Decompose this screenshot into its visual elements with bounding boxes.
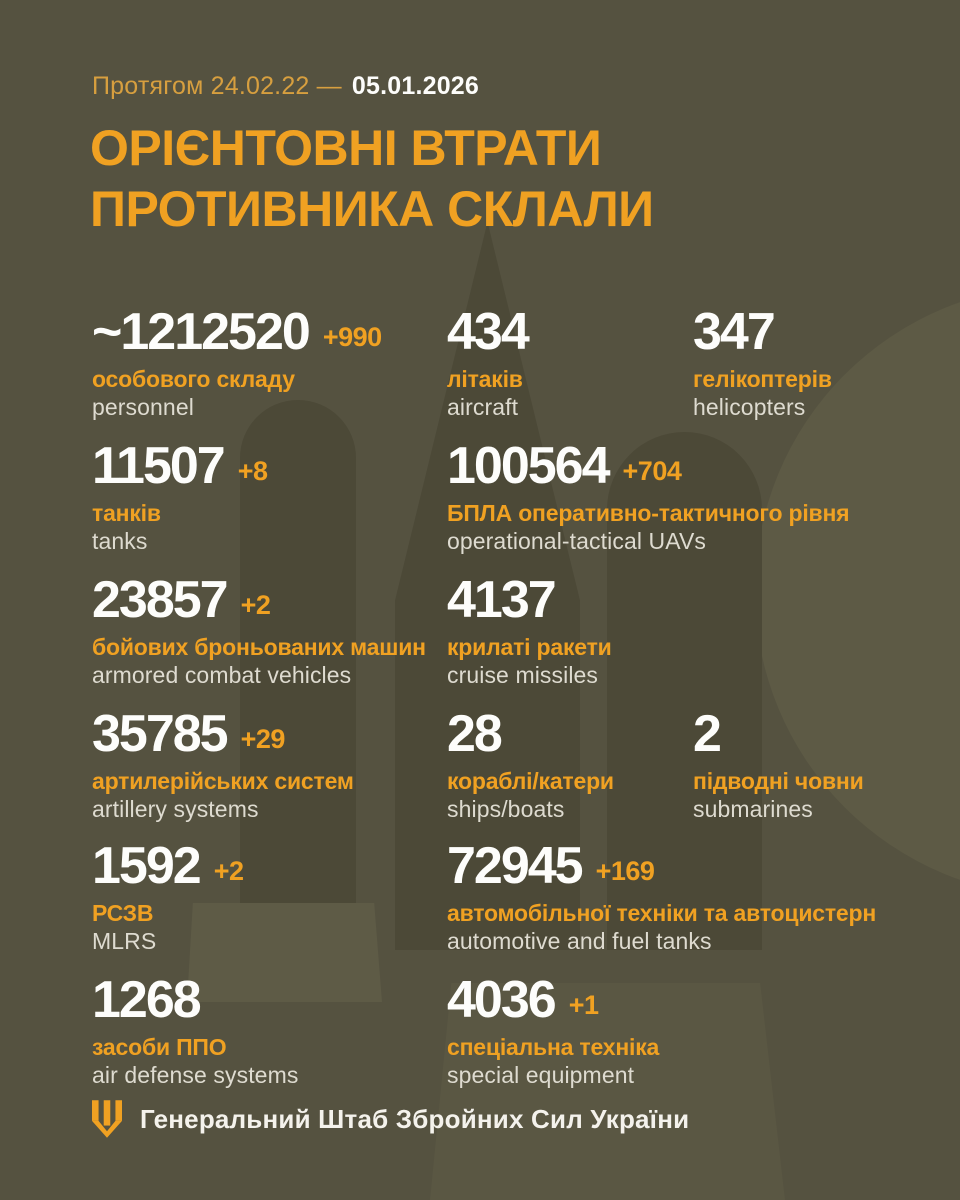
stat-value: 72945: [447, 837, 582, 895]
stat-label-en: aircraft: [447, 394, 519, 421]
stat-label-ua: кораблі/катери: [447, 768, 614, 794]
page-title: [90, 118, 654, 240]
stat-label-ua: особового складу: [92, 366, 295, 392]
stat-label-ua: артилерійських систем: [92, 768, 354, 794]
stat-value: 434: [447, 303, 528, 361]
stat-label-en: MLRS: [92, 928, 157, 955]
stat-label-en: personnel: [92, 394, 194, 421]
stat-value: ~1212520: [92, 303, 309, 361]
stat-delta: +990: [322, 322, 382, 352]
stat-value: 4036: [447, 971, 555, 1029]
stat-label-en: cruise missiles: [447, 662, 599, 689]
stat-tanks: [92, 437, 268, 555]
stat-label-en: automotive and fuel tanks: [447, 928, 712, 955]
stat-delta: +8: [237, 456, 268, 486]
stat-label-en: special equipment: [447, 1062, 635, 1089]
tryzub-trident-icon: [92, 1100, 122, 1138]
stat-delta: +1: [568, 990, 599, 1020]
stat-value: 1268: [92, 971, 200, 1029]
stat-value: 35785: [92, 705, 227, 763]
stat-aircraft: [447, 303, 542, 421]
stat-armored-vehicles: [92, 571, 426, 689]
stat-value: 100564: [447, 437, 609, 495]
stat-label-en: tanks: [92, 528, 148, 555]
stat-label-ua: танків: [92, 500, 161, 526]
stat-label-ua: крилаті ракети: [447, 634, 612, 660]
stat-special-equipment: [447, 971, 660, 1089]
stat-value: 2: [693, 705, 720, 763]
stat-label-ua: гелікоптерів: [693, 366, 832, 392]
period-line: [92, 72, 479, 101]
stat-submarines: [693, 705, 864, 823]
stat-uavs: [447, 437, 850, 555]
stat-artillery: [92, 705, 354, 823]
stat-label-ua: засоби ППО: [92, 1034, 227, 1060]
page-title-line2: ПРОТИВНИКА СКЛАЛИ: [90, 181, 654, 237]
stat-label-en: artillery systems: [92, 796, 259, 823]
stat-label-en: armored combat vehicles: [92, 662, 352, 689]
period-end-date: 05.01.2026: [351, 72, 480, 100]
stat-label-en: air defense systems: [92, 1062, 299, 1089]
stat-delta: +2: [240, 590, 271, 620]
stat-label-ua: спеціальна техніка: [447, 1034, 660, 1060]
stat-delta: +169: [595, 856, 655, 886]
stat-label-ua: літаків: [447, 366, 523, 392]
stat-label-en: ships/boats: [447, 796, 565, 823]
stat-mlrs: [92, 837, 244, 955]
page-title-line1: ОРІЄНТОВНІ ВТРАТИ: [90, 120, 602, 176]
stat-delta: +704: [622, 456, 682, 486]
stat-value: 347: [693, 303, 774, 361]
stat-label-ua: автомобільної техніки та автоцистерн: [447, 900, 877, 926]
stat-label-ua: підводні човни: [693, 768, 864, 794]
stat-delta: +29: [240, 724, 285, 754]
stat-delta: +2: [213, 856, 244, 886]
stat-value: 11507: [92, 437, 224, 495]
stat-air-defense: [92, 971, 299, 1089]
stat-label-en: submarines: [693, 796, 813, 823]
footer-org-name: Генеральний Штаб Збройних Сил України: [140, 1103, 690, 1134]
stat-value: 28: [447, 705, 501, 763]
stat-value: 4137: [447, 571, 555, 629]
stat-label-ua: РСЗВ: [92, 900, 154, 926]
stat-label-ua: бойових броньованих машин: [92, 634, 426, 660]
stat-value: 23857: [92, 571, 227, 629]
stat-label-ua: БПЛА оперативно-тактичного рівня: [447, 500, 850, 526]
period-prefix: Протягом 24.02.22 —: [92, 72, 342, 100]
stat-automotive: [447, 837, 877, 955]
stat-ships: [447, 705, 614, 823]
stat-label-en: helicopters: [693, 394, 806, 421]
stat-cruise-missiles: [447, 571, 612, 689]
stat-value: 1592: [92, 837, 200, 895]
stat-label-en: operational-tactical UAVs: [447, 528, 707, 555]
footer: [92, 1100, 689, 1138]
stat-helicopters: [693, 303, 832, 421]
stat-personnel: [92, 303, 382, 421]
